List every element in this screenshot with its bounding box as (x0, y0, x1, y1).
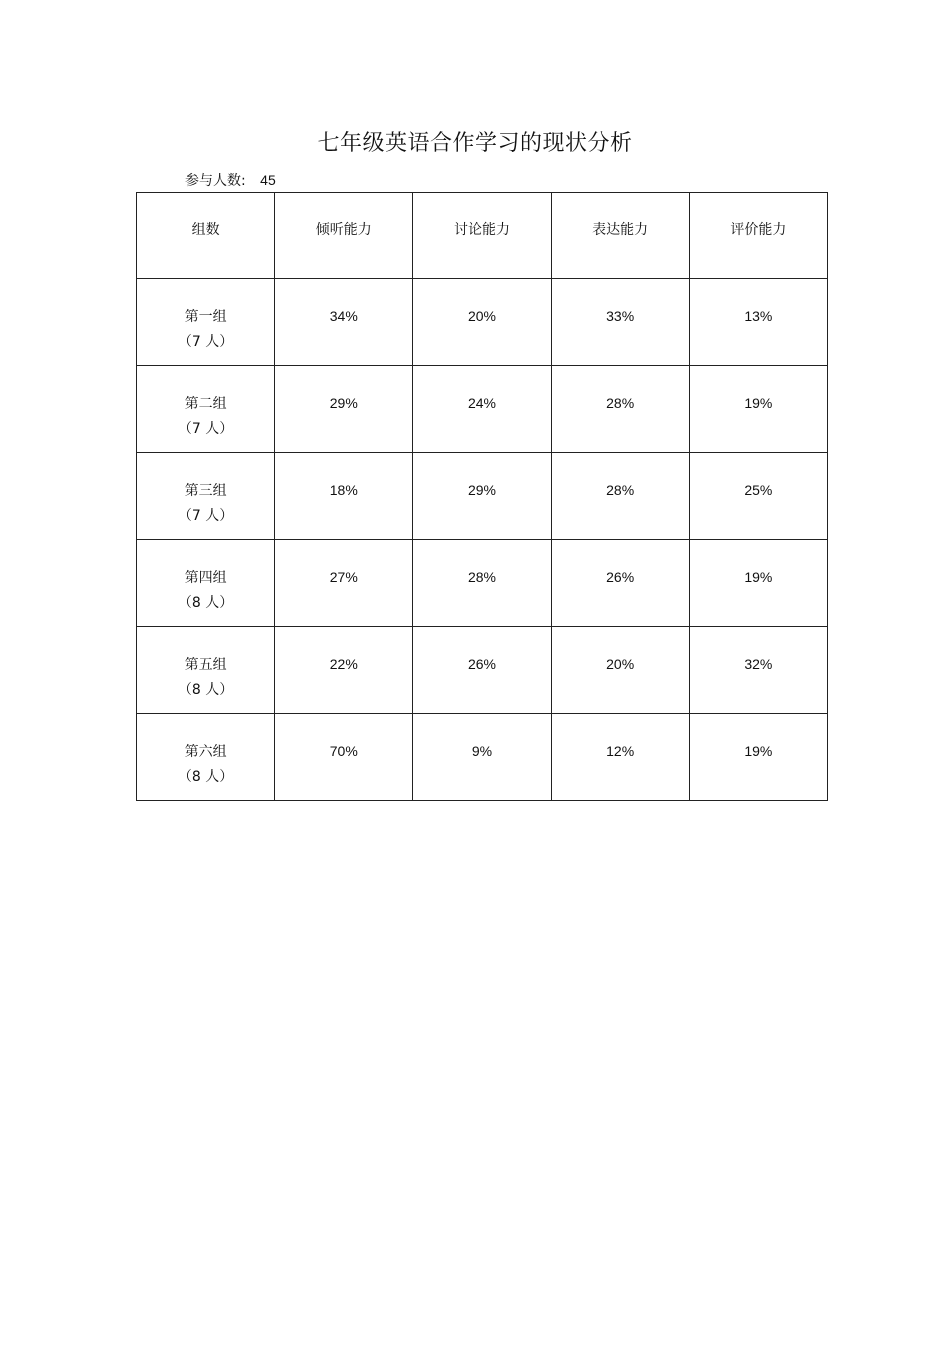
discussion-value: 26% (413, 627, 551, 714)
expression-value: 33% (551, 279, 689, 366)
group-cell (137, 366, 275, 453)
group-size: （7 人） (177, 421, 234, 437)
discussion-value: 9% (413, 714, 551, 801)
group-cell (137, 627, 275, 714)
expression-value: 20% (551, 627, 689, 714)
evaluation-value: 19% (689, 366, 827, 453)
group-size: （8 人） (177, 682, 234, 698)
group-size: （8 人） (177, 769, 234, 785)
listening-value: 22% (275, 627, 413, 714)
table-row (137, 540, 828, 627)
group-cell (137, 540, 275, 627)
group-name: 第五组 (184, 657, 227, 673)
group-size: （7 人） (177, 334, 234, 350)
document-title: 七年级英语合作学习的现状分析 (317, 131, 633, 156)
table-row (137, 627, 828, 714)
evaluation-value: 19% (689, 540, 827, 627)
ability-table (136, 192, 828, 801)
table-row (137, 279, 828, 366)
evaluation-value: 32% (689, 627, 827, 714)
listening-value: 18% (275, 453, 413, 540)
header-group: 组数 (137, 193, 275, 279)
discussion-value: 20% (413, 279, 551, 366)
header-discussion: 讨论能力 (413, 193, 551, 279)
expression-value: 26% (551, 540, 689, 627)
group-size: （8 人） (177, 595, 234, 611)
table-row (137, 366, 828, 453)
listening-value: 34% (275, 279, 413, 366)
evaluation-value: 13% (689, 279, 827, 366)
participant-count-label: 参与人数: (185, 173, 246, 189)
participant-count-value: 45 (260, 172, 276, 188)
listening-value: 70% (275, 714, 413, 801)
table-row (137, 714, 828, 801)
discussion-value: 24% (413, 366, 551, 453)
group-cell (137, 279, 275, 366)
discussion-value: 28% (413, 540, 551, 627)
group-name: 第一组 (184, 309, 227, 325)
header-evaluation: 评价能力 (689, 193, 827, 279)
table-row (137, 453, 828, 540)
discussion-value: 29% (413, 453, 551, 540)
group-name: 第二组 (184, 396, 227, 412)
group-cell (137, 453, 275, 540)
group-size: （7 人） (177, 508, 234, 524)
group-cell (137, 714, 275, 801)
evaluation-value: 19% (689, 714, 827, 801)
expression-value: 28% (551, 453, 689, 540)
listening-value: 27% (275, 540, 413, 627)
expression-value: 12% (551, 714, 689, 801)
group-name: 第三组 (184, 483, 227, 499)
group-name: 第四组 (184, 570, 227, 586)
header-expression: 表达能力 (551, 193, 689, 279)
table-header-row (137, 193, 828, 279)
participant-count (185, 170, 276, 190)
group-name: 第六组 (184, 744, 227, 760)
evaluation-value: 25% (689, 453, 827, 540)
listening-value: 29% (275, 366, 413, 453)
expression-value: 28% (551, 366, 689, 453)
header-listening: 倾听能力 (275, 193, 413, 279)
